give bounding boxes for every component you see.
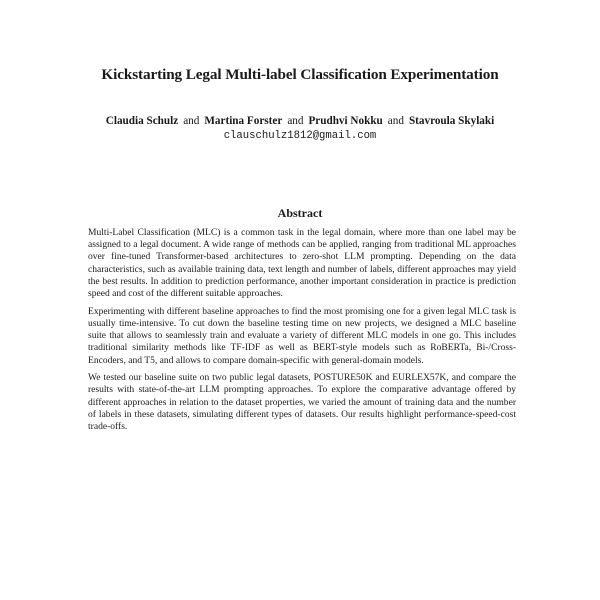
author-conjunction: and (287, 115, 304, 127)
author-list (0, 115, 600, 127)
abstract-heading: Abstract (277, 206, 323, 220)
author-name: Claudia Schulz (105, 115, 179, 127)
author-conjunction: and (183, 115, 200, 127)
author-name: Stavroula Skylaki (408, 115, 495, 127)
author-email: clauschulz1812@gmail.com (223, 130, 377, 142)
author-name: Prudhvi Nokku (308, 115, 383, 127)
abstract-paragraph: Multi-Label Classification (MLC) is a common task in the legal domain, where more than one label may be assigned to a legal document. A wide range of methods can be applied, ranging from traditional ML approaches over fine-tuned Transformer-based architectures to zero-shot LLM prompting. Depending on the data characteristics, such as available training data, text length and number of labels, different approaches may yield the best results. In addition to prediction performance, another important consideration in practice is prediction speed and cost of the different suitable approaches. (88, 227, 516, 300)
paper-title: Kickstarting Legal Multi-label Classification Experimentation (101, 66, 499, 83)
author-conjunction: and (387, 115, 404, 127)
author-name: Martina Forster (204, 115, 283, 127)
abstract-paragraph: Experimenting with different baseline approaches to find the most promising one for a given legal MLC task is usually time-intensive. To cut down the baseline testing time on new projects, we designed a MLC baseline suite that allows to seamlessly train and evaluate a variety of different MLC models in one go. This includes traditional similarity methods like TF-IDF as well as BERT-style models such as RoBERTa, Bi-/Cross-Encoders, and T5, and allows to compare domain-specific with general-domain models. (88, 305, 516, 366)
abstract-body (88, 227, 516, 439)
abstract-paragraph: We tested our baseline suite on two public legal datasets, POSTURE50K and EURLEX57K, and compare the results with state-of-the-art LLM prompting approaches. To explore the comparative advantage offered by different approaches in relation to the dataset properties, we varied the amount of training data and the number of labels in these datasets, simulating different types of datasets. Our results highlight performance-speed-cost trade-offs. (88, 372, 516, 433)
